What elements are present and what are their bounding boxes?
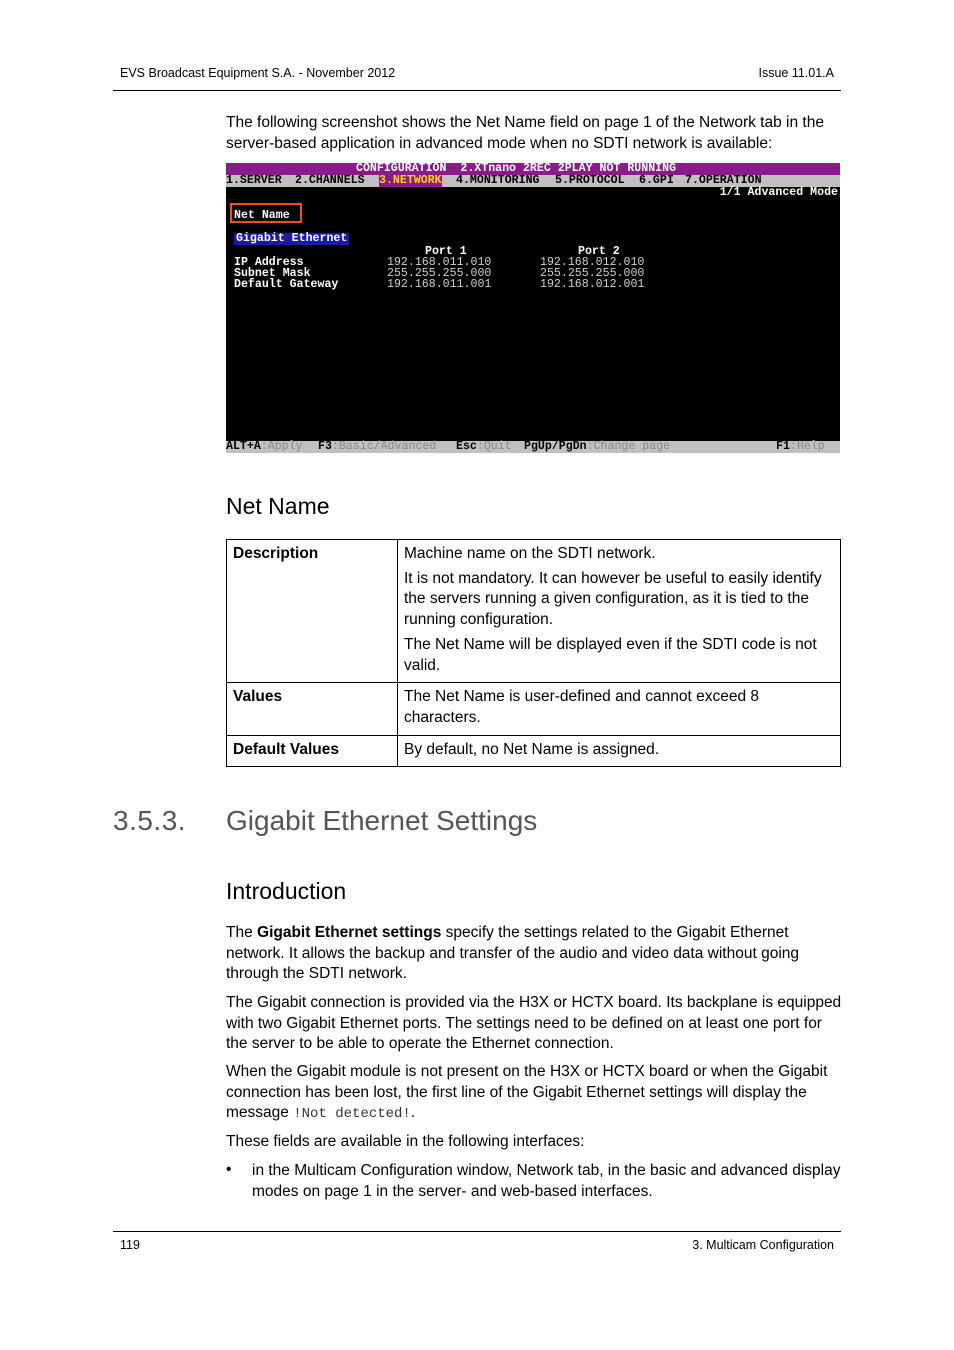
terminal-mode-indicator: 1/1 Advanced Mode — [719, 186, 838, 199]
header-left: EVS Broadcast Equipment S.A. - November 2012 — [120, 66, 396, 80]
description-line: The Net Name will be displayed even if the SDTI code is not valid. — [404, 635, 817, 674]
default-gateway-label: Default Gateway — [234, 278, 339, 291]
values-label: Values — [227, 683, 398, 735]
footer-chapter: 3. Multicam Configuration — [692, 1238, 834, 1252]
section-number: 3.5.3. — [113, 805, 187, 836]
tab-monitoring[interactable]: 4.MONITORING — [456, 174, 540, 187]
default-values-label: Default Values — [227, 735, 398, 767]
port2-header: Port 2 — [578, 245, 620, 258]
tab-network[interactable]: 3.NETWORK — [379, 174, 442, 187]
net-name-table — [226, 539, 841, 767]
description-cell — [398, 540, 841, 683]
header-right: Issue 11.01.A — [758, 66, 834, 80]
introduction-heading: Introduction — [226, 878, 347, 904]
table-row — [227, 540, 841, 683]
tab-channels[interactable]: 2.CHANNELS — [295, 174, 365, 187]
header-rule — [113, 90, 841, 91]
port1-header: Port 1 — [425, 245, 467, 258]
description-line: Machine name on the SDTI network. — [404, 545, 656, 562]
footer-rule — [113, 1231, 841, 1232]
paragraph-gigabit-settings: The Gigabit Ethernet settings specify the settings related to the Gigabit Ethernet network. It allows the backup and transfer of the audio and video data without going through the SDTI network. — [226, 924, 800, 983]
subnet-mask-label: Subnet Mask — [234, 267, 311, 280]
tab-gpi[interactable]: 6.GPI — [639, 174, 674, 187]
status-help[interactable]: F1:Help — [776, 440, 825, 453]
paragraph-not-detected: When the Gigabit module is not present on the H3X or HCTX board or when the Gigabit connection has been lost, the first line of the Gigabit Ethernet settings will display the message !Not detected!. — [226, 1063, 828, 1123]
tab-server[interactable]: 1.SERVER — [226, 174, 282, 187]
ip-address-port1[interactable]: 192.168.011.010 — [387, 256, 492, 269]
page-number: 119 — [120, 1238, 140, 1252]
description-line: It is not mandatory. It can however be useful to easily identify the servers running a given configuration, as it is tied to the running configuration. — [404, 569, 822, 629]
net-name-heading: Net Name — [226, 493, 330, 519]
intro-paragraph: The following screenshot shows the Net Name field on page 1 of the Network tab in the server-based application in advanced mode when no SDTI network is available: — [226, 114, 824, 152]
not-detected-code: !Not detected! — [293, 1106, 411, 1123]
tab-operation[interactable]: 7.OPERATION — [685, 174, 762, 187]
subnet-mask-port1[interactable]: 255.255.255.000 — [387, 267, 492, 280]
table-row — [227, 683, 841, 735]
bullet-icon: • — [226, 1161, 232, 1178]
status-basic-advanced[interactable]: F3:Basic/Advanced — [318, 440, 437, 453]
default-values-cell: By default, no Net Name is assigned. — [398, 735, 841, 767]
terminal-screenshot — [226, 163, 840, 453]
bullet-item: in the Multicam Configuration window, Network tab, in the basic and advanced display modes on page 1 in the server- and web-based interfaces. — [252, 1162, 841, 1200]
values-cell: The Net Name is user-defined and cannot exceed 8 characters. — [398, 683, 841, 735]
description-label: Description — [227, 540, 398, 683]
table-row — [227, 735, 841, 767]
tab-protocol[interactable]: 5.PROTOCOL — [555, 174, 625, 187]
section-title: Gigabit Ethernet Settings — [226, 805, 538, 836]
terminal-title: CONFIGURATION 2.XTnano 2REC 2PLAY NOT RUNNING — [356, 163, 677, 175]
paragraph-gigabit-connection: The Gigabit connection is provided via the H3X or HCTX board. Its backplane is equipped with two Gigabit Ethernet ports. The settings need to be defined on at least one port for the server to be able to operate the Ethernet connection. — [226, 994, 842, 1053]
status-apply[interactable]: ALT+A:Apply — [226, 440, 303, 453]
default-gateway-port2[interactable]: 192.168.012.001 — [540, 278, 645, 291]
net-name-field[interactable]: Net Name — [234, 209, 290, 222]
ip-address-label: IP Address — [234, 256, 304, 269]
status-quit[interactable]: Esc:Quit — [456, 440, 512, 453]
ip-address-port2[interactable]: 192.168.012.010 — [540, 256, 645, 269]
default-gateway-port1[interactable]: 192.168.011.001 — [387, 278, 492, 291]
subnet-mask-port2[interactable]: 255.255.255.000 — [540, 267, 645, 280]
status-change-page[interactable]: PgUp/PgDn:Change page — [524, 440, 671, 453]
paragraph-interfaces: These fields are available in the following interfaces: — [226, 1133, 585, 1150]
terminal-status-bar — [226, 441, 840, 453]
gigabit-ethernet-label: Gigabit Ethernet — [236, 232, 348, 245]
